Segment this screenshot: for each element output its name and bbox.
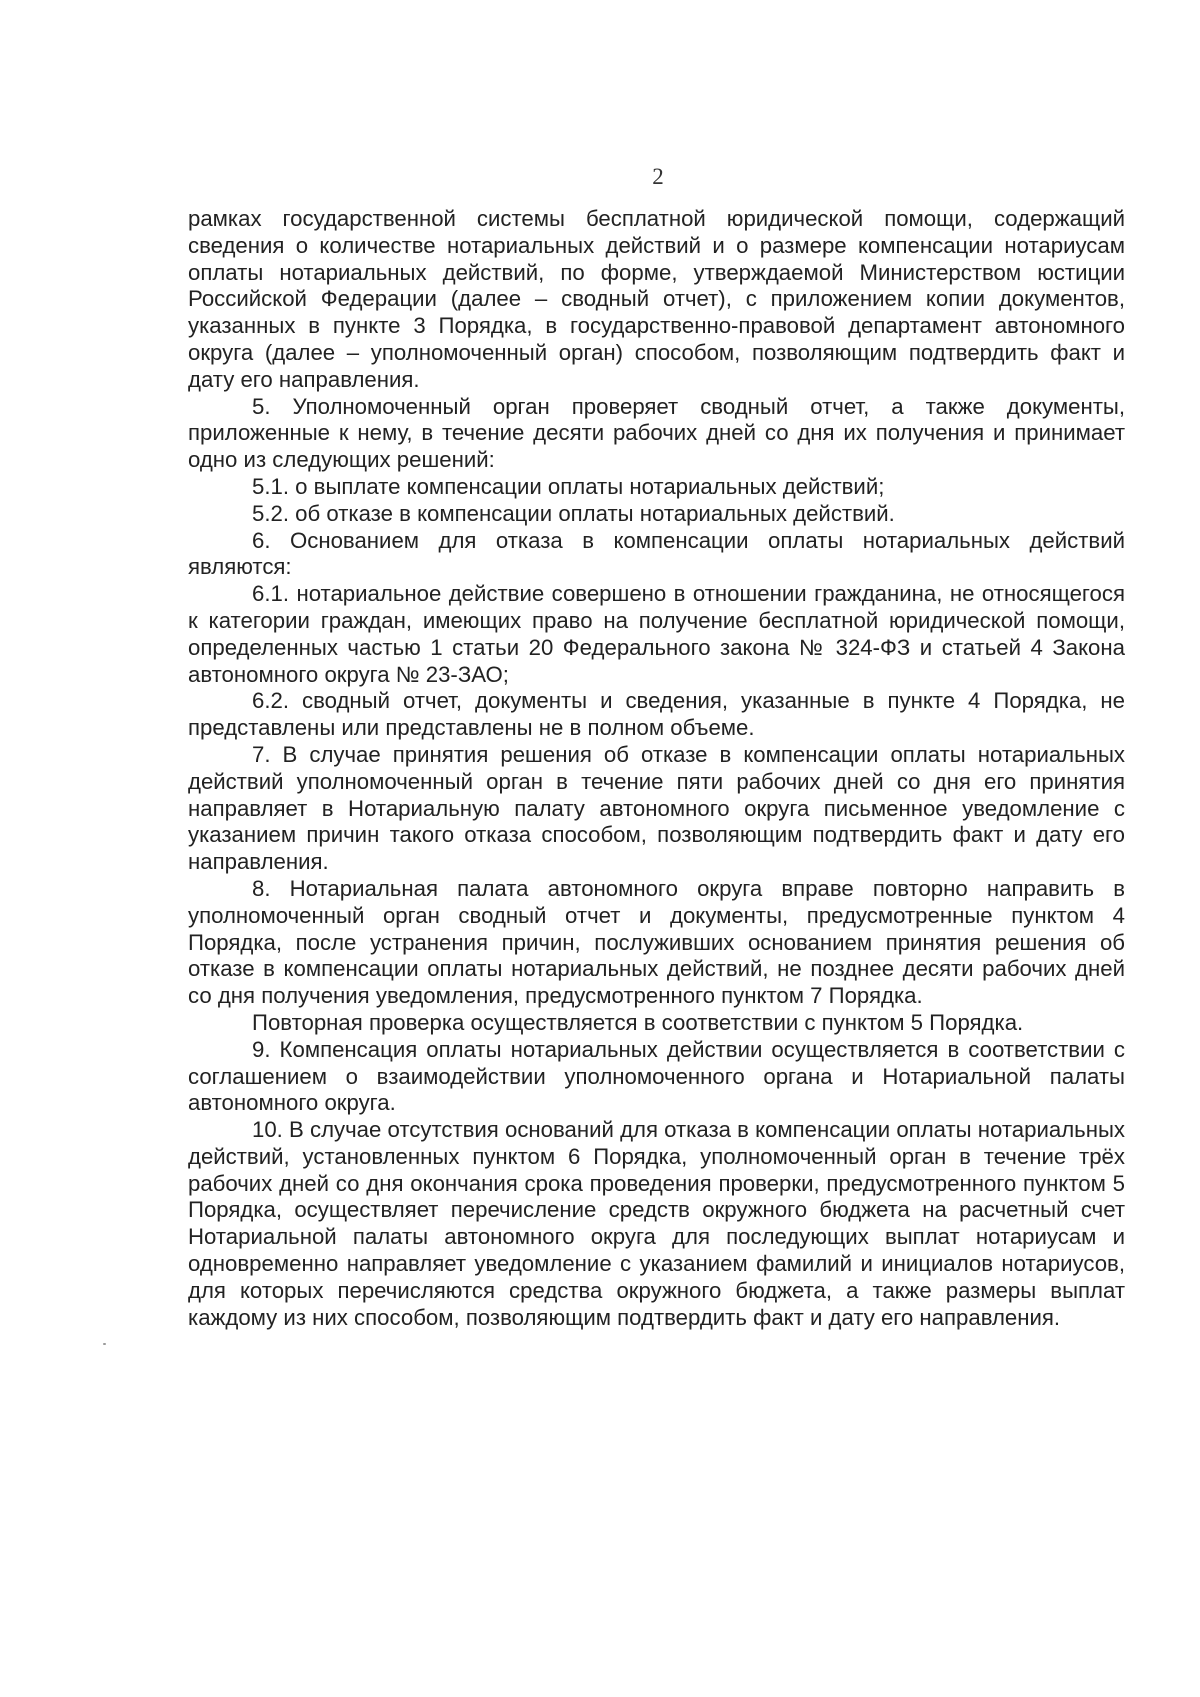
- paragraph-repeat-check: Повторная проверка осуществляется в соответствии с пунктом 5 Порядка.: [252, 1009, 1024, 1035]
- page-number: 2: [652, 164, 664, 189]
- paragraph-clause-6: 6. Основанием для отказа в компенсации оплаты нотариальных действий являются:: [188, 527, 1125, 580]
- paragraph-clause-5-2: 5.2. об отказе в компенсации оплаты нотариальных действий.: [252, 500, 895, 526]
- document-body: [188, 206, 1125, 1331]
- paragraph-clause-5-1: 5.1. о выплате компенсации оплаты нотариальных действий;: [252, 473, 885, 499]
- paragraph-clause-6-1: 6.1. нотариальное действие совершено в отношении гражданина, не относящегося к категории граждан, имеющих право на получение бесплатной юридической помощи, определенных частью 1 статьи 20 Федерального закона № 324-ФЗ и статьей 4 Закона автономного округа № 23-ЗАО;: [188, 581, 1125, 687]
- paragraph-clause-8: 8. Нотариальная палата автономного округа вправе повторно направить в уполномоченный орган сводный отчет и документы, предусмотренные пунктом 4 Порядка, после устранения причин, послуживших основанием принятия решения об отказе в компенсации оплаты нотариальных действий, не позднее десяти рабочих дней со дня получения уведомления, предусмотренного пунктом 7 Порядка.: [188, 875, 1125, 1009]
- paragraph-clause-9: 9. Компенсация оплаты нотариальных действии осуществляется в соответствии с соглашением о взаимодействии уполномоченного органа и Нотариальной палаты автономного округа.: [188, 1036, 1125, 1116]
- paragraph-clause-5: 5. Уполномоченный орган проверяет сводный отчет, а также документы, приложенные к нему, в течение десяти рабочих дней со дня их получения и принимает одно из следующих решений:: [188, 393, 1125, 473]
- paragraph-clause-7: 7. В случае принятия решения об отказе в компенсации оплаты нотариальных действий уполномоченный орган в течение пяти рабочих дней со дня его принятия направляет в Нотариальную палату автономного округа письменное уведомление с указанием причин такого отказа способом, позволяющим подтвердить факт и дату его направления.: [188, 741, 1125, 875]
- paragraph-clause-6-2: 6.2. сводный отчет, документы и сведения, указанные в пункте 4 Порядка, не представлены или представлены не в полном объеме.: [188, 688, 1125, 741]
- paragraph-continuation: рамках государственной системы бесплатной юридической помощи, содержащий сведения о количестве нотариальных действий и о размере компенсации нотариусам оплаты нотариальных действий, по форме, утверждаемой Министерством юстиции Российской Федерации (далее – сводный отчет), с приложением копии документов, указанных в пункте 3 Порядка, в государственно-правовой департамент автономного округа (далее – уполномоченный орган) способом, позволяющим подтвердить факт и дату его направления.: [188, 206, 1125, 392]
- scan-speck: [103, 1343, 106, 1345]
- paragraph-clause-10: 10. В случае отсутствия оснований для отказа в компенсации оплаты нотариальных действий, установленных пунктом 6 Порядка, уполномоченный орган в течение трёх рабочих дней со дня окончания срока проведения проверки, предусмотренного пунктом 5 Порядка, осуществляет перечисление средств окружного бюджета на расчетный счет Нотариальной палаты автономного округа для последующих выплат нотариусам и одновременно направляет уведомление с указанием фамилий и инициалов нотариусов, для которых перечисляются средства окружного бюджета, а также размеры выплат каждому из них способом, позволяющим подтвердить факт и дату его направления.: [188, 1117, 1126, 1330]
